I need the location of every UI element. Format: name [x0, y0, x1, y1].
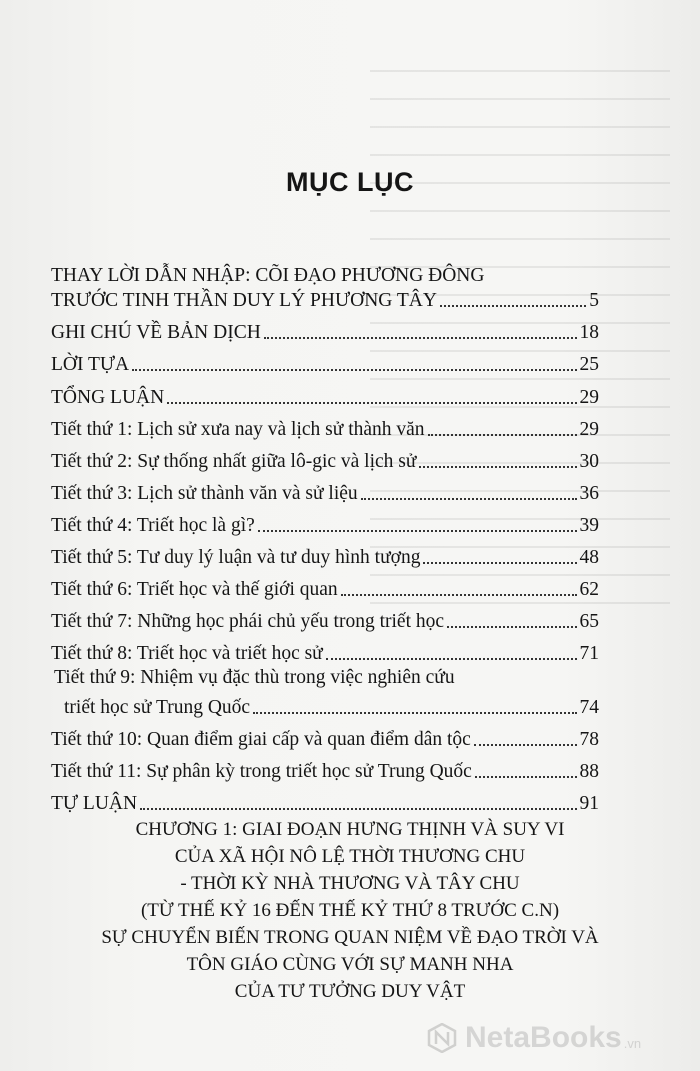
- toc-entry-label: triết học sử Trung Quốc: [64, 697, 251, 718]
- toc-entry-page: 91: [579, 793, 599, 814]
- leader-dots: [428, 434, 577, 436]
- toc-entry-label: Tiết thứ 10: Quan điểm giai cấp và quan điểm dân tộc: [51, 729, 471, 750]
- leader-dots: [423, 562, 576, 564]
- chapter-heading-line: CỦA TƯ TƯỞNG DUY VẬT: [234, 981, 466, 1002]
- toc-entry-page: 48: [579, 547, 599, 568]
- toc-entry-label: Tiết thứ 11: Sự phân kỳ trong triết học sử Trung Quốc: [51, 761, 472, 782]
- toc-entry-label: TRƯỚC TINH THẦN DUY LÝ PHƯƠNG TÂY: [51, 290, 437, 311]
- toc-entry-page: 78: [579, 729, 599, 750]
- toc-entry-12: [51, 639, 599, 665]
- toc-entry-page: 62: [579, 579, 599, 600]
- toc-entry-page: 74: [579, 697, 599, 718]
- toc-entry-page: 30: [579, 451, 599, 472]
- leader-dots: [419, 466, 576, 468]
- chapter-heading-line: (TỪ THẾ KỶ 16 ĐẾN THẾ KỶ THỨ 8 TRƯỚC C.N): [140, 900, 560, 921]
- leader-dots: [474, 744, 577, 746]
- toc-entry-page: 36: [579, 483, 599, 504]
- chapter-heading-line: - THỜI KỲ NHÀ THƯƠNG VÀ TÂY CHU: [180, 873, 520, 894]
- toc-entry-8: [51, 511, 599, 537]
- toc-entry-label: Tiết thứ 4: Triết học là gì?: [51, 515, 255, 536]
- toc-entry-13: [54, 667, 455, 693]
- toc-entry-14: [64, 693, 599, 719]
- leader-dots: [132, 369, 576, 371]
- toc-entry-label: Tiết thứ 6: Triết học và thế giới quan: [51, 579, 338, 600]
- toc-entry-page: 29: [579, 387, 599, 408]
- toc-entry-6: [51, 447, 599, 473]
- toc-entry-label: Tiết thứ 7: Những học phái chủ yếu trong triết học: [51, 611, 445, 632]
- toc-entry-2: [51, 318, 599, 344]
- watermark-text: NetaBooks: [465, 1021, 622, 1054]
- toc-entry-label: GHI CHÚ VỀ BẢN DỊCH: [51, 322, 261, 343]
- toc-entry-10: [51, 575, 599, 601]
- toc-entry-4: [51, 383, 599, 409]
- chapter-heading-line: CỦA XÃ HỘI NÔ LỆ THỜI THƯƠNG CHU: [174, 846, 526, 867]
- toc-entry-label: Tiết thứ 5: Tư duy lý luận và tư duy hình tượng: [51, 547, 421, 568]
- leader-dots: [167, 402, 576, 404]
- toc-entry-page: 25: [579, 354, 599, 375]
- toc-entry-label: THAY LỜI DẪN NHẬP: CÕI ĐẠO PHƯƠNG ĐÔNG: [51, 265, 485, 286]
- toc-entry-page: 39: [579, 515, 599, 536]
- toc-entry-label: Tiết thứ 1: Lịch sử xưa nay và lịch sử thành văn: [51, 419, 425, 440]
- toc-entry-5: [51, 415, 599, 441]
- toc-entry-9: [51, 543, 599, 569]
- toc-entry-15: [51, 725, 599, 751]
- toc-entry-label: TỔNG LUẬN: [51, 387, 165, 408]
- toc-entry-label: TỰ LUẬN: [51, 793, 138, 814]
- toc-entry-label: Tiết thứ 3: Lịch sử thành văn và sử liệu: [51, 483, 358, 504]
- toc-entry-page: 88: [579, 761, 599, 782]
- toc-entry-label: Tiết thứ 2: Sự thống nhất giữa lô-gic và lịch sử: [51, 451, 417, 472]
- toc-entry-page: 29: [579, 419, 599, 440]
- leader-dots: [341, 594, 577, 596]
- toc-entry-label: Tiết thứ 9: Nhiệm vụ đặc thù trong việc nghiên cứu: [54, 667, 455, 688]
- leader-dots: [140, 808, 576, 810]
- toc-entry-17: [51, 789, 599, 815]
- toc-entry-16: [51, 757, 599, 783]
- toc-entry-7: [51, 479, 599, 505]
- toc-entry-page: 65: [579, 611, 599, 632]
- netabooks-logo-icon: [427, 1023, 457, 1053]
- watermark-suffix: .vn: [623, 1035, 642, 1051]
- toc-entry-page: 5: [589, 290, 599, 311]
- toc-entry-11: [51, 607, 599, 633]
- leader-dots: [447, 626, 576, 628]
- leader-dots: [326, 658, 577, 660]
- toc-entry-page: 71: [579, 643, 599, 664]
- chapter-heading-line: SỰ CHUYỂN BIẾN TRONG QUAN NIỆM VỀ ĐẠO TRỜI VÀ: [101, 927, 599, 948]
- chapter-heading-line: CHƯƠNG 1: GIAI ĐOẠN HƯNG THỊNH VÀ SUY VI: [135, 819, 565, 840]
- toc-entry-page: 18: [579, 322, 599, 343]
- leader-dots: [264, 337, 577, 339]
- page-title: MỤC LỤC: [286, 167, 414, 197]
- leader-dots: [475, 776, 577, 778]
- leader-dots: [440, 305, 586, 307]
- leader-dots: [253, 712, 576, 714]
- toc-entry-1: [51, 286, 599, 312]
- leader-dots: [258, 530, 577, 532]
- toc-entry-label: LỜI TỰA: [51, 354, 130, 375]
- watermark: [427, 1018, 641, 1058]
- toc-entry-3: [51, 350, 599, 376]
- toc-entry-label: Tiết thứ 8: Triết học và triết học sử: [51, 643, 323, 664]
- chapter-heading-line: TÔN GIÁO CÙNG VỚI SỰ MANH NHA: [186, 954, 514, 975]
- leader-dots: [361, 498, 577, 500]
